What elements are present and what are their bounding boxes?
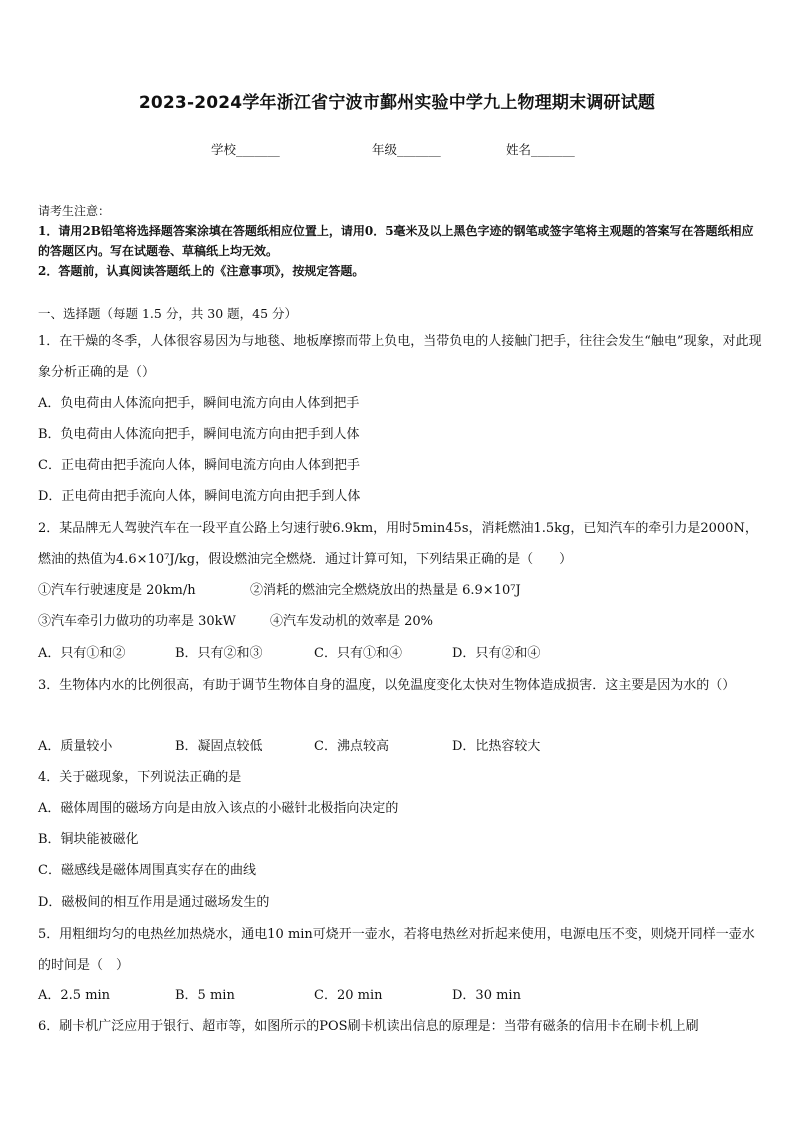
question-2-statement-3: ③汽车牵引力做功的功率是 30kW	[38, 614, 236, 629]
question-4-option-a: A．磁体周围的磁场方向是由放入该点的小磁针北极指向决定的	[38, 801, 399, 816]
question-3-stem: 3．生物体内水的比例很高，有助于调节生物体自身的温度，以免温度变化太快对生物体造成损害．这主要是因为水的（）	[38, 678, 736, 693]
question-3-option-b: B．凝固点较低	[175, 739, 263, 754]
notice-heading: 请考生注意：	[38, 204, 111, 218]
question-2-option-d: D．只有②和④	[452, 646, 541, 661]
question-1-stem: 1．在干燥的冬季，人体很容易因为与地毯、地板摩擦而带上负电，当带负电的人接触门把手，往往会发生“触电”现象，对此现象分析正确的是（）	[38, 334, 762, 380]
question-4-option-d: D．磁极间的相互作用是通过磁场发生的	[38, 895, 270, 910]
question-4-option-b: B．铜块能被磁化	[38, 832, 139, 847]
question-2-stem: 2．某品牌无人驾驶汽车在一段平直公路上匀速行驶6.9km，用时5min45s，消耗燃油1.5kg，已知汽车的牵引力是2000N，燃油的热值为4.6×10⁷J/kg，假设燃油完全燃烧．通过计算可知，下列结果正确的是（ ）	[38, 521, 758, 567]
question-1-option-b: B．负电荷由人体流向把手，瞬间电流方向由把手到人体	[38, 427, 360, 442]
exam-title: 2023-2024学年浙江省宁波市鄞州实验中学九上物理期末调研试题	[138, 93, 656, 113]
question-5-stem: 5．用粗细均匀的电热丝加热烧水，通电10 min可烧开一壶水，若将电热丝对折起来使用，电源电压不变，则烧开同样一壶水的时间是（ ）	[38, 927, 755, 973]
question-2-statement-4: ④汽车发动机的效率是 20%	[270, 614, 434, 629]
question-6-stem: 6．刷卡机广泛应用于银行、超市等，如图所示的POS刷卡机读出信息的原理是：当带有磁条的信用卡在刷卡机上刷	[38, 1019, 699, 1034]
question-2-option-b: B．只有②和③	[175, 646, 263, 661]
notice-block	[38, 201, 762, 281]
question-5-option-a: A．2.5 min	[38, 988, 111, 1003]
question-5-option-c: C．20 min	[314, 988, 383, 1003]
question-5-option-d: D．30 min	[452, 988, 521, 1003]
student-info-row	[0, 140, 794, 160]
question-3-option-d: D．比热容较大	[452, 739, 541, 754]
question-2-option-c: C．只有①和④	[314, 646, 402, 661]
name-field: 姓名_______	[506, 142, 575, 157]
notice-item-2: 2．答题前，认真阅读答题纸上的《注意事项》，按规定答题。	[38, 264, 365, 278]
notice-item-1: 1．请用2B铅笔将选择题答案涂填在答题纸相应位置上，请用0．5毫米及以上黑色字迹的钢笔或签字笔将主观题的答案写在答题纸相应的答题区内。写在试题卷、草稿纸上均无效。	[38, 224, 754, 258]
question-1-option-c: C．正电荷由把手流向人体，瞬间电流方向由人体到把手	[38, 458, 360, 473]
question-2-statement-1: ①汽车行驶速度是 20km/h	[38, 583, 196, 598]
question-1-option-d: D．正电荷由把手流向人体，瞬间电流方向由把手到人体	[38, 489, 361, 504]
question-2-option-a: A．只有①和②	[38, 646, 126, 661]
question-3-option-c: C．沸点较高	[314, 739, 389, 754]
section-title: 一、选择题（每题 1.5 分，共 30 题，45 分）	[38, 306, 298, 321]
grade-field: 年级_______	[372, 142, 441, 157]
question-2-statement-2: ②消耗的燃油完全燃烧放出的热量是 6.9×10⁷J	[250, 583, 521, 598]
school-field: 学校_______	[211, 142, 280, 157]
question-5-option-b: B．5 min	[175, 988, 235, 1003]
question-3-option-a: A．质量较小	[38, 739, 113, 754]
question-1-option-a: A．负电荷由人体流向把手，瞬间电流方向由人体到把手	[38, 396, 360, 411]
question-4-stem: 4．关于磁现象，下列说法正确的是	[38, 770, 242, 785]
question-4-option-c: C．磁感线是磁体周围真实存在的曲线	[38, 863, 256, 878]
